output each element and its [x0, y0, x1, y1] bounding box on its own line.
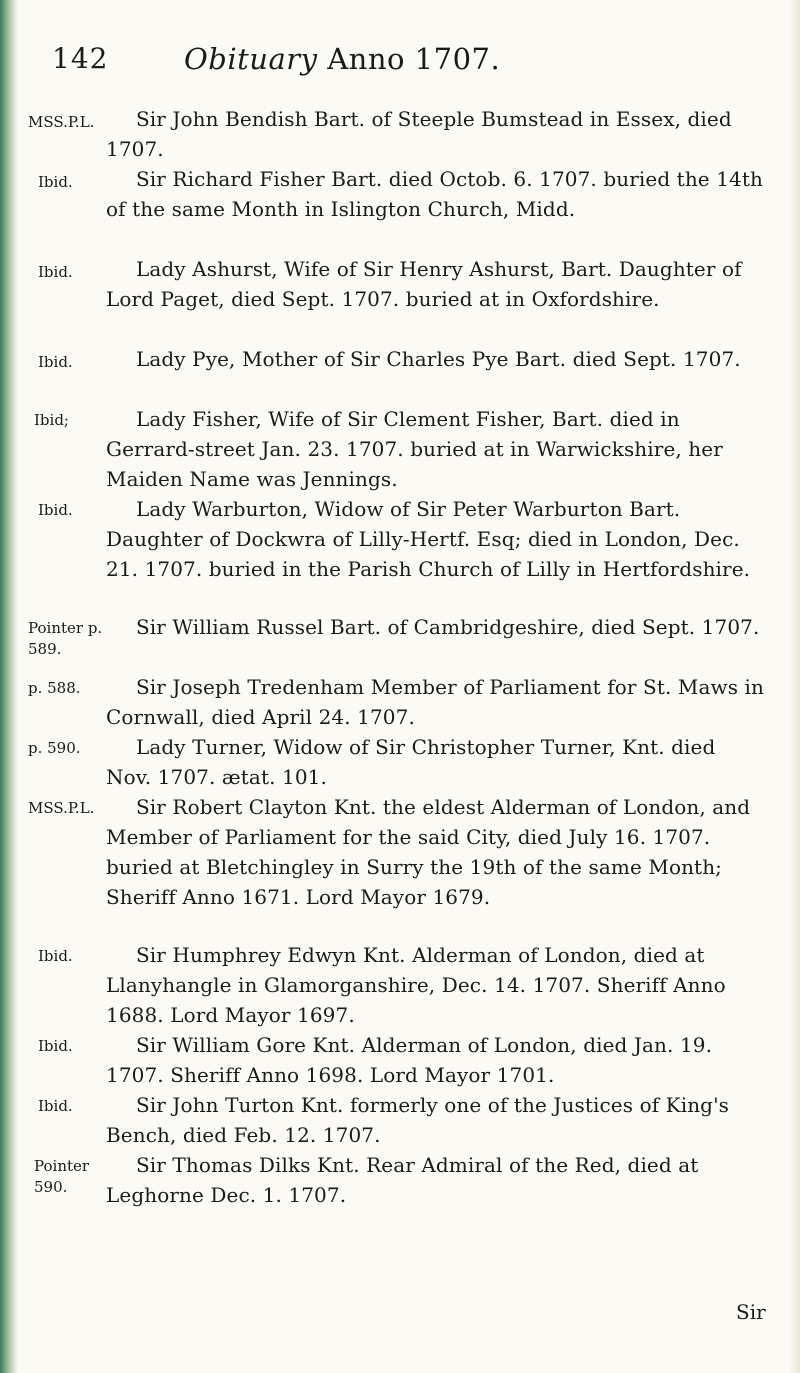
margin-note: Pointer 590. — [34, 1157, 90, 1196]
margin-note: Ibid. — [38, 353, 73, 371]
obituary-entry: Sir William Russel Bart. of Cambridgeshire, died Sept. 1707. — [136, 615, 760, 639]
page-number: 142 — [52, 42, 109, 75]
margin-note: Ibid. — [38, 263, 73, 281]
catchword: Sir — [736, 1300, 766, 1324]
page-title — [184, 42, 500, 76]
obituary-entry: Lady Warburton, Widow of Sir Peter Warburton Bart. Daughter of Dockwra of Lilly-Hertf. Esq; died in London, Dec. 21. 1707. buried in the Parish Church of Lilly in Hertfordshire. — [106, 497, 751, 581]
page-title-italic: Obituary — [184, 42, 318, 76]
obituary-entry: Sir Humphrey Edwyn Knt. Alderman of London, died at Llanyhangle in Glamorganshire, Dec. 14. 1707. Sheriff Anno 1688. Lord Mayor 1697. — [106, 943, 726, 1027]
obituary-entry: Sir William Gore Knt. Alderman of London, died Jan. 19. 1707. Sheriff Anno 1698. Lord Mayor 1701. — [106, 1033, 713, 1087]
margin-note: Ibid. — [38, 947, 73, 965]
obituary-entry: Sir John Bendish Bart. of Steeple Bumstead in Essex, died 1707. — [106, 107, 732, 161]
margin-note: MSS.P.L. — [28, 799, 95, 817]
obituary-entry: Sir Thomas Dilks Knt. Rear Admiral of the Red, died at Leghorne Dec. 1. 1707. — [106, 1153, 699, 1207]
obituary-entry: Sir Robert Clayton Knt. the eldest Alderman of London, and Member of Parliament for the said City, died July 16. 1707. buried at Bletchingley in Surry the 19th of the same Month; Sheriff Anno 1671. Lord Mayor 1679. — [106, 795, 751, 909]
margin-note: Ibid. — [38, 1037, 73, 1055]
obituary-entry: Lady Pye, Mother of Sir Charles Pye Bart. died Sept. 1707. — [136, 347, 741, 371]
margin-note: p. 588. — [28, 679, 81, 697]
margin-note: Ibid. — [38, 501, 73, 519]
binding-edge — [0, 0, 18, 1373]
running-head — [52, 42, 752, 82]
margin-note: Pointer p. 589. — [28, 619, 103, 658]
page-edge — [790, 0, 800, 1373]
margin-note: Ibid; — [34, 411, 69, 429]
margin-note: Ibid. — [38, 1097, 73, 1115]
obituary-entry: Lady Fisher, Wife of Sir Clement Fisher, Bart. died in Gerrard-street Jan. 23. 1707. buried at in Warwickshire, her Maiden Name was Jennings. — [106, 407, 723, 491]
obituary-entry: Sir Richard Fisher Bart. died Octob. 6. 1707. buried the 14th of the same Month in Islington Church, Midd. — [106, 167, 763, 221]
margin-note: p. 590. — [28, 739, 81, 757]
margin-note: Ibid. — [38, 173, 73, 191]
obituary-entry: Sir Joseph Tredenham Member of Parliament for St. Maws in Cornwall, died April 24. 1707. — [106, 675, 765, 729]
obituary-entry: Lady Turner, Widow of Sir Christopher Turner, Knt. died Nov. 1707. ætat. 101. — [106, 735, 716, 789]
obituary-entry: Lady Ashurst, Wife of Sir Henry Ashurst, Bart. Daughter of Lord Paget, died Sept. 1707. buried at in Oxfordshire. — [106, 257, 742, 311]
obituary-entry: Sir John Turton Knt. formerly one of the Justices of King's Bench, died Feb. 12. 1707. — [106, 1093, 730, 1147]
margin-note: MSS.P.L. — [28, 113, 95, 131]
page-title-rest: Anno 1707. — [317, 42, 501, 76]
